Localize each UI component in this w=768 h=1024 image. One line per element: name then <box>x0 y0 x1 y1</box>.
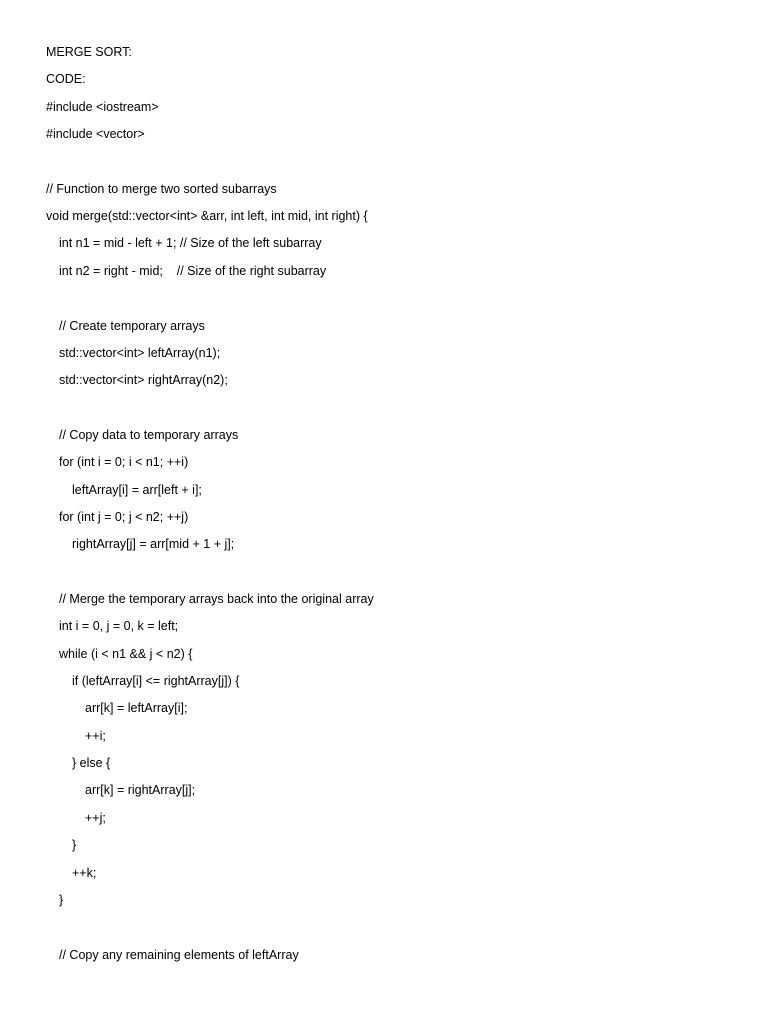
code-line: if (leftArray[i] <= rightArray[j]) { <box>72 674 240 689</box>
code-line: ++i; <box>85 728 106 743</box>
code-line: std::vector<int> leftArray(n1); <box>59 345 221 360</box>
code-line: } <box>59 892 64 907</box>
code-line: int n1 = mid - left + 1; // Size of the left subarray <box>59 236 322 251</box>
code-line: MERGE SORT: <box>46 45 132 59</box>
code-line: void merge(std::vector<int> &arr, int left, int mid, int right) { <box>46 209 368 224</box>
code-line: // Merge the temporary arrays back into the original array <box>59 592 374 606</box>
code-line: arr[k] = leftArray[i]; <box>85 701 188 716</box>
code-line: #include <vector> <box>46 127 145 142</box>
code-line: // Function to merge two sorted subarrays <box>46 181 277 196</box>
code-line: } <box>72 838 77 853</box>
code-line: #include <iostream> <box>46 99 159 114</box>
code-line: std::vector<int> rightArray(n2); <box>59 373 228 388</box>
code-line: for (int j = 0; j < n2; ++j) <box>59 509 189 524</box>
code-line: leftArray[i] = arr[left + i]; <box>72 482 202 497</box>
code-line: int i = 0, j = 0, k = left; <box>59 619 179 634</box>
code-line: ++j; <box>85 810 106 825</box>
code-line: // Create temporary arrays <box>59 318 205 333</box>
code-line: // Copy any remaining elements of leftArray <box>59 947 299 962</box>
code-line: } else { <box>72 756 111 771</box>
code-line: ++k; <box>72 865 97 880</box>
code-line: for (int i = 0; i < n1; ++i) <box>59 455 189 470</box>
code-line: arr[k] = rightArray[j]; <box>85 783 196 798</box>
code-line: // Copy data to temporary arrays <box>59 427 239 442</box>
code-line: while (i < n1 && j < n2) { <box>59 646 193 661</box>
code-line: CODE: <box>46 72 86 87</box>
code-line: rightArray[j] = arr[mid + 1 + j]; <box>72 537 235 552</box>
code-line: int n2 = right - mid; // Size of the right subarray <box>59 263 327 278</box>
